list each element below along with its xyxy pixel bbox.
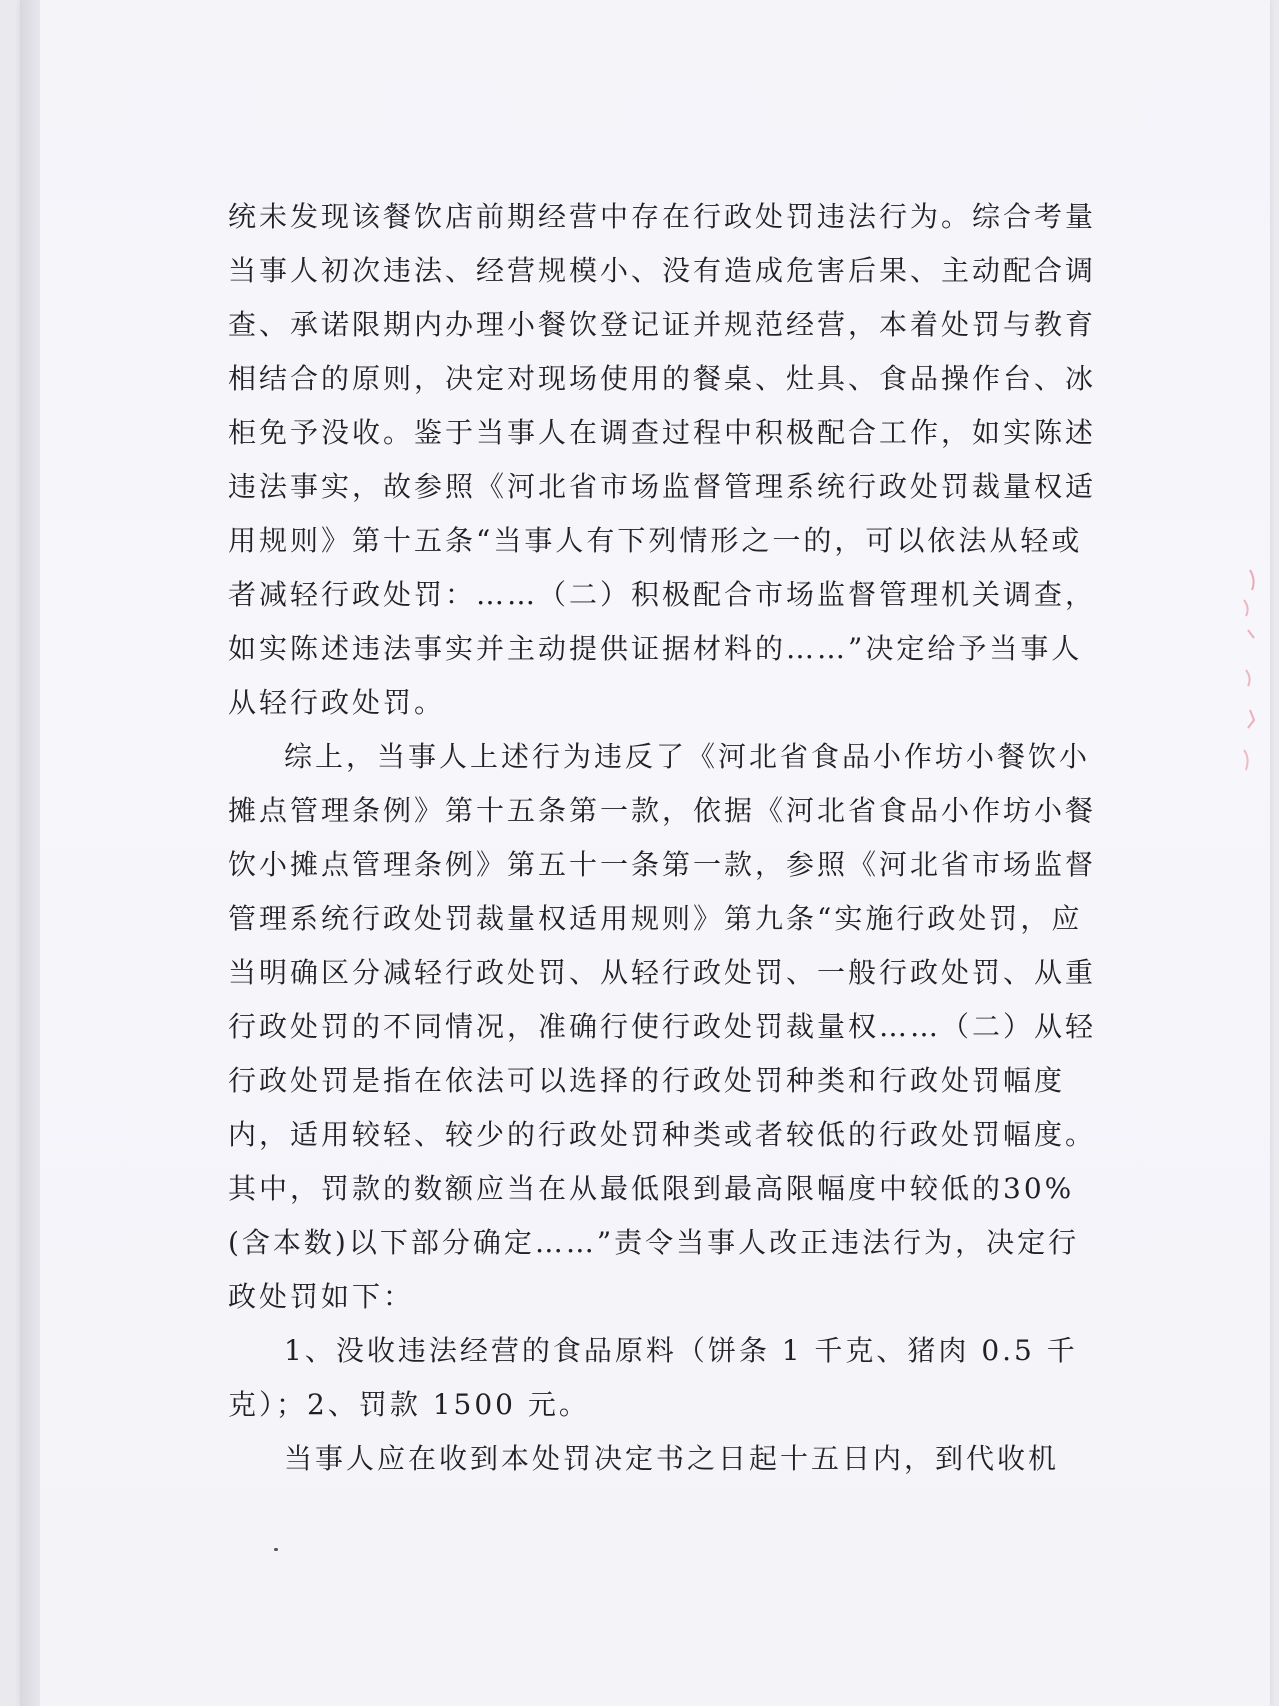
- paper-speck: [274, 1548, 278, 1551]
- page-left-edge: [20, 0, 40, 1706]
- seal-stamp-trace: [1220, 560, 1260, 800]
- paragraph-1: 统未发现该餐饮店前期经营中存在行政处罚违法行为。综合考量当事人初次违法、经营规模小、没有造成危害后果、主动配合调查、承诺限期内办理小餐饮登记证并规范经营，本着处罚与教育相结合的原则，决定对现场使用的餐桌、灶具、食品操作台、冰柜免予没收。鉴于当事人在调查过程中积极配合工作，如实陈述违法事实，故参照《河北省市场监督管理系统行政处罚裁量权适用规则》第十五条“当事人有下列情形之一的，可以依法从轻或者减轻行政处罚：……（二）积极配合市场监督管理机关调查，如实陈述违法事实并主动提供证据材料的……”决定给予当事人从轻行政处罚。: [228, 200, 1097, 719]
- document-page: [20, 0, 1270, 1706]
- paragraph-2: 综上，当事人上述行为违反了《河北省食品小作坊小餐饮小摊点管理条例》第十五条第一款，依据《河北省食品小作坊小餐饮小摊点管理条例》第五十一条第一款，参照《河北省市场监督管理系统行政处罚裁量权适用规则》第九条“实施行政处罚，应当明确区分减轻行政处罚、从轻行政处罚、一般行政处罚、从重行政处罚的不同情况，准确行使行政处罚裁量权……（二）从轻行政处罚是指在依法可以选择的行政处罚种类和行政处罚幅度内，适用较轻、较少的行政处罚种类或者较低的行政处罚幅度。其中，罚款的数额应当在从最低限到最高限幅度中较低的30%(含本数)以下部分确定……”责令当事人改正违法行为，决定行政处罚如下：: [228, 740, 1097, 1313]
- paragraph-3-penalty-items: 1、没收违法经营的食品原料（饼条 1 千克、猪肉 0.5 千克）；2、罚款 1500 元。: [228, 1334, 1078, 1421]
- document-body: [228, 190, 1108, 1486]
- paragraph-4: 当事人应在收到本处罚决定书之日起十五日内，到代收机: [284, 1442, 1060, 1475]
